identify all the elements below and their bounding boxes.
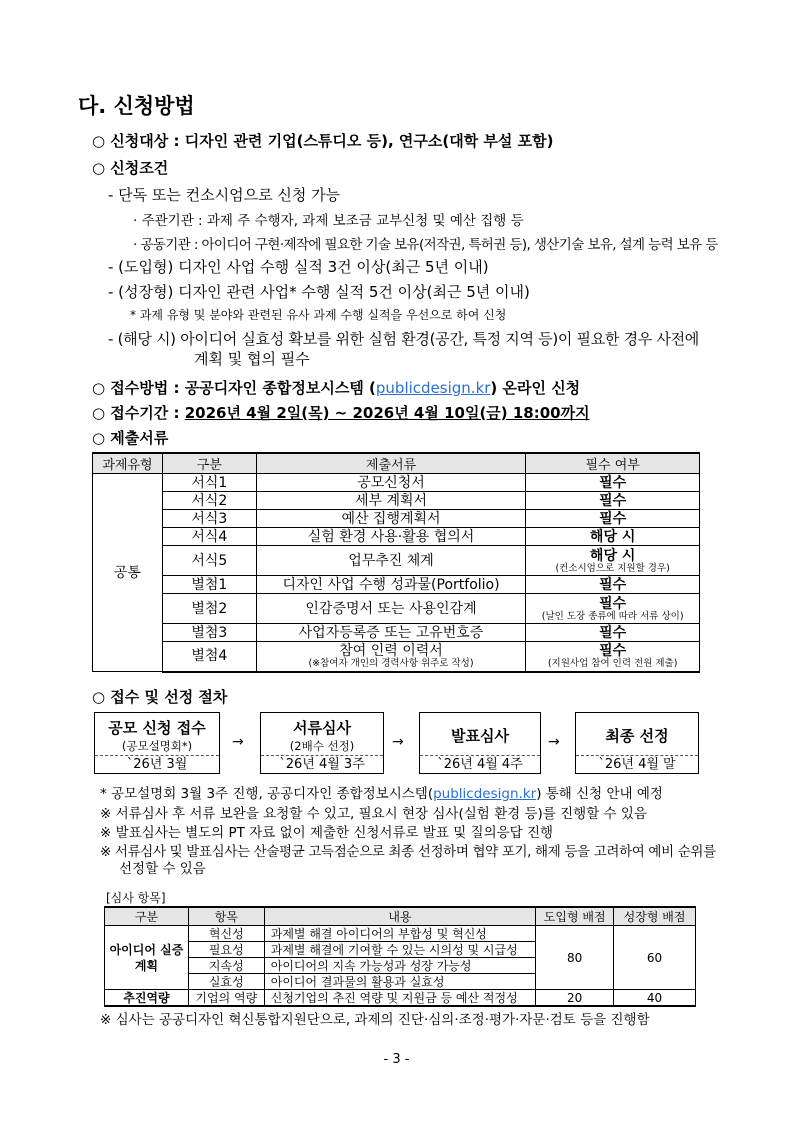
table-row — [105, 926, 696, 942]
doc-required-cell — [526, 594, 700, 624]
condition-3-note: * 과제 유형 및 분야와 관련된 유사 과제 수행 실적을 우선으로 하여 신청 — [130, 308, 507, 322]
step-presentation — [419, 712, 541, 774]
header-division: 구분 — [105, 907, 189, 926]
eval-item: 지속성 — [188, 958, 264, 974]
note-4-cont: 선정할 수 있음 — [119, 861, 206, 877]
doc-category: 서식2 — [162, 492, 256, 510]
doc-name: 디자인 사업 수행 성과물(Portfolio) — [256, 576, 526, 594]
doc-category: 별첨1 — [162, 576, 256, 594]
eval-footnote: ※ 심사는 공공디자인 혁신통합지원단으로, 과제의 진단·심의·조정·평가·자문·검토 등을 진행함 — [100, 1012, 650, 1028]
step-title: 공모 신청 접수 — [108, 719, 206, 737]
procedure-heading: ○ 접수 및 선정 절차 — [92, 688, 228, 706]
condition-1b: · 공동기관 : 아이디어 구현·제작에 필요한 기술 보유(저작권, 특허권 등), 생산기술 보유, 설계 능력 보유 등 — [133, 237, 718, 253]
documents-table — [92, 452, 700, 673]
evaluation-table — [104, 906, 696, 1007]
doc-required-note: (컨소시엄으로 지원할 경우) — [555, 562, 670, 574]
doc-required-note: (날인 도장 종류에 따라 서류 상이) — [541, 610, 684, 622]
doc-category: 서식5 — [162, 546, 256, 576]
doc-name: 예산 집행계획서 — [256, 510, 526, 528]
docs-heading: ○ 제출서류 — [92, 429, 169, 447]
condition-4-cont: 계획 및 협의 필수 — [194, 350, 310, 368]
eval-item: 기업의 역량 — [188, 990, 264, 1007]
table-row — [93, 594, 700, 624]
doc-name: 세부 계획서 — [256, 492, 526, 510]
method-label: ○ 접수방법 : 공공디자인 종합정보시스템 ( — [92, 379, 376, 397]
header-type: 과제유형 — [93, 453, 163, 474]
doc-required: 필수 — [526, 492, 700, 510]
table-row — [93, 576, 700, 594]
note-3: ※ 발표심사는 별도의 PT 자료 없이 제출한 신청서류로 발표 및 질의응답 진행 — [100, 825, 554, 841]
doc-required: 필수 — [599, 595, 627, 612]
doc-required: 해당 시 — [589, 547, 636, 564]
condition-1: - 단독 또는 컨소시엄으로 신청 가능 — [108, 186, 341, 204]
eval-desc: 아이디어 결과물의 활용과 실효성 — [264, 974, 535, 990]
doc-required-cell — [526, 642, 700, 672]
doc-name-note: (※참여자 개인의 경력사항 위주로 작성) — [308, 658, 474, 670]
group-capability: 추진역량 — [105, 990, 189, 1007]
growth-score: 60 — [614, 926, 696, 990]
doc-name-cell — [256, 642, 526, 672]
doc-required: 필수 — [526, 474, 700, 492]
step-title: 발표심사 — [451, 727, 509, 745]
doc-category: 서식1 — [162, 474, 256, 492]
condition-4: - (해당 시) 아이디어 실효성 확보를 위한 실험 환경(공간, 특정 지역 등)이 필요한 경우 사전에 — [108, 330, 699, 348]
section-heading: 다. 신청방법 — [78, 94, 195, 118]
doc-name: 사업자등록증 또는 고유번호증 — [256, 624, 526, 642]
table-header-row — [105, 907, 696, 926]
arrow-icon: → — [392, 734, 404, 750]
arrow-icon: → — [232, 734, 244, 750]
note-2: ※ 서류심사 후 서류 보완을 요청할 수 있고, 필요시 현장 심사(실험 환경 등)를 진행할 수 있음 — [100, 806, 647, 822]
doc-required-cell — [526, 546, 700, 576]
eval-desc: 신청기업의 추진 역량 및 지원금 등 예산 적정성 — [264, 990, 535, 1007]
method-line — [92, 377, 580, 398]
doc-category: 별첨2 — [162, 594, 256, 624]
note-1-suffix: ) 통해 신청 안내 예정 — [536, 786, 663, 802]
doc-category: 별첨3 — [162, 624, 256, 642]
eval-item: 실효성 — [188, 974, 264, 990]
header-content: 내용 — [264, 907, 535, 926]
header-required: 필수 여부 — [526, 453, 700, 474]
doc-required: 해당 시 — [526, 528, 700, 546]
doc-name: 실험 환경 사용·활용 협의서 — [256, 528, 526, 546]
doc-name: 참여 인력 이력서 — [339, 643, 443, 660]
table-row — [93, 624, 700, 642]
step-title: 서류심사 — [293, 719, 351, 737]
method-suffix: ) 온라인 신청 — [490, 379, 581, 397]
table-row — [93, 546, 700, 576]
step-title: 최종 선정 — [605, 727, 669, 745]
type-common: 공통 — [93, 474, 163, 672]
doc-required: 필수 — [526, 510, 700, 528]
table-row — [93, 642, 700, 672]
step-sub: (2배수 선정) — [289, 739, 355, 753]
conditions-heading: ○ 신청조건 — [92, 159, 169, 177]
eval-desc: 과제별 해결 아이디어의 부합성 및 혁신성 — [264, 926, 535, 942]
step-final — [575, 712, 699, 774]
header-category: 구분 — [162, 453, 256, 474]
page-number: - 3 - — [383, 1052, 410, 1067]
doc-name: 인감증명서 또는 사용인감계 — [256, 594, 526, 624]
doc-required: 필수 — [526, 576, 700, 594]
eval-label: [심사 항목] — [106, 891, 166, 905]
table-header-row — [93, 453, 700, 474]
header-growth-score: 성장형 배점 — [614, 907, 696, 926]
publicdesign-link[interactable]: publicdesign.kr — [375, 379, 491, 397]
header-item: 항목 — [188, 907, 264, 926]
table-row — [105, 990, 696, 1007]
intro-score: 20 — [536, 990, 614, 1007]
step-date: `26년 4월 3주 — [279, 757, 365, 772]
period-value: 2026년 4월 2일(목) ~ 2026년 4월 10일(금) 18:00까지 — [184, 404, 590, 422]
header-document: 제출서류 — [256, 453, 526, 474]
header-intro-score: 도입형 배점 — [536, 907, 614, 926]
table-row — [93, 492, 700, 510]
doc-name: 공모신청서 — [256, 474, 526, 492]
table-row — [93, 510, 700, 528]
doc-required-note: (지원사업 참여 인력 전원 제출) — [547, 658, 678, 670]
arrow-icon: → — [548, 734, 560, 750]
step-date: `26년 3월 — [126, 757, 188, 772]
eval-desc: 과제별 해결에 기여할 수 있는 시의성 및 시급성 — [264, 942, 535, 958]
step-sub: (공모설명회*) — [121, 739, 193, 753]
condition-3: - (성장형) 디자인 관련 사업* 수행 실적 5건 이상(최근 5년 이내) — [108, 283, 530, 301]
eval-item: 혁신성 — [188, 926, 264, 942]
doc-required: 필수 — [599, 643, 627, 660]
doc-name: 업무추진 체계 — [256, 546, 526, 576]
step-date: `26년 4월 말 — [598, 757, 676, 772]
intro-score: 80 — [536, 926, 614, 990]
condition-1a: · 주관기관 : 과제 주 수행자, 과제 보조금 교부신청 및 예산 집행 등 — [133, 213, 524, 229]
step-application — [94, 712, 220, 774]
note-4: ※ 서류심사 및 발표심사는 산술평균 고득점순으로 최종 선정하며 협약 포기, 해제 등을 고려하여 예비 순위를 — [100, 844, 716, 860]
period-line — [92, 402, 590, 423]
table-row — [93, 474, 700, 492]
step-date: `26년 4월 4주 — [437, 757, 523, 772]
table-row — [93, 528, 700, 546]
condition-2: - (도입형) 디자인 사업 수행 실적 3건 이상(최근 5년 이내) — [108, 258, 489, 276]
group-idea: 아이디어 실증 계획 — [105, 926, 189, 990]
period-label: ○ 접수기간 : — [92, 404, 185, 422]
doc-required: 필수 — [526, 624, 700, 642]
doc-category: 서식4 — [162, 528, 256, 546]
note-1-text: * 공모설명회 3월 3주 진행, 공공디자인 종합정보시스템( — [100, 786, 434, 802]
step-document-review — [260, 712, 384, 774]
note-1 — [100, 782, 663, 802]
target-line: ○ 신청대상 : 디자인 관련 기업(스튜디오 등), 연구소(대학 부설 포함) — [92, 132, 554, 150]
doc-category: 별첨4 — [162, 642, 256, 672]
eval-item: 필요성 — [188, 942, 264, 958]
eval-desc: 아이디어의 지속 가능성과 성장 가능성 — [264, 958, 535, 974]
doc-category: 서식3 — [162, 510, 256, 528]
publicdesign-link[interactable]: publicdesign.kr — [433, 786, 537, 802]
growth-score: 40 — [614, 990, 696, 1007]
